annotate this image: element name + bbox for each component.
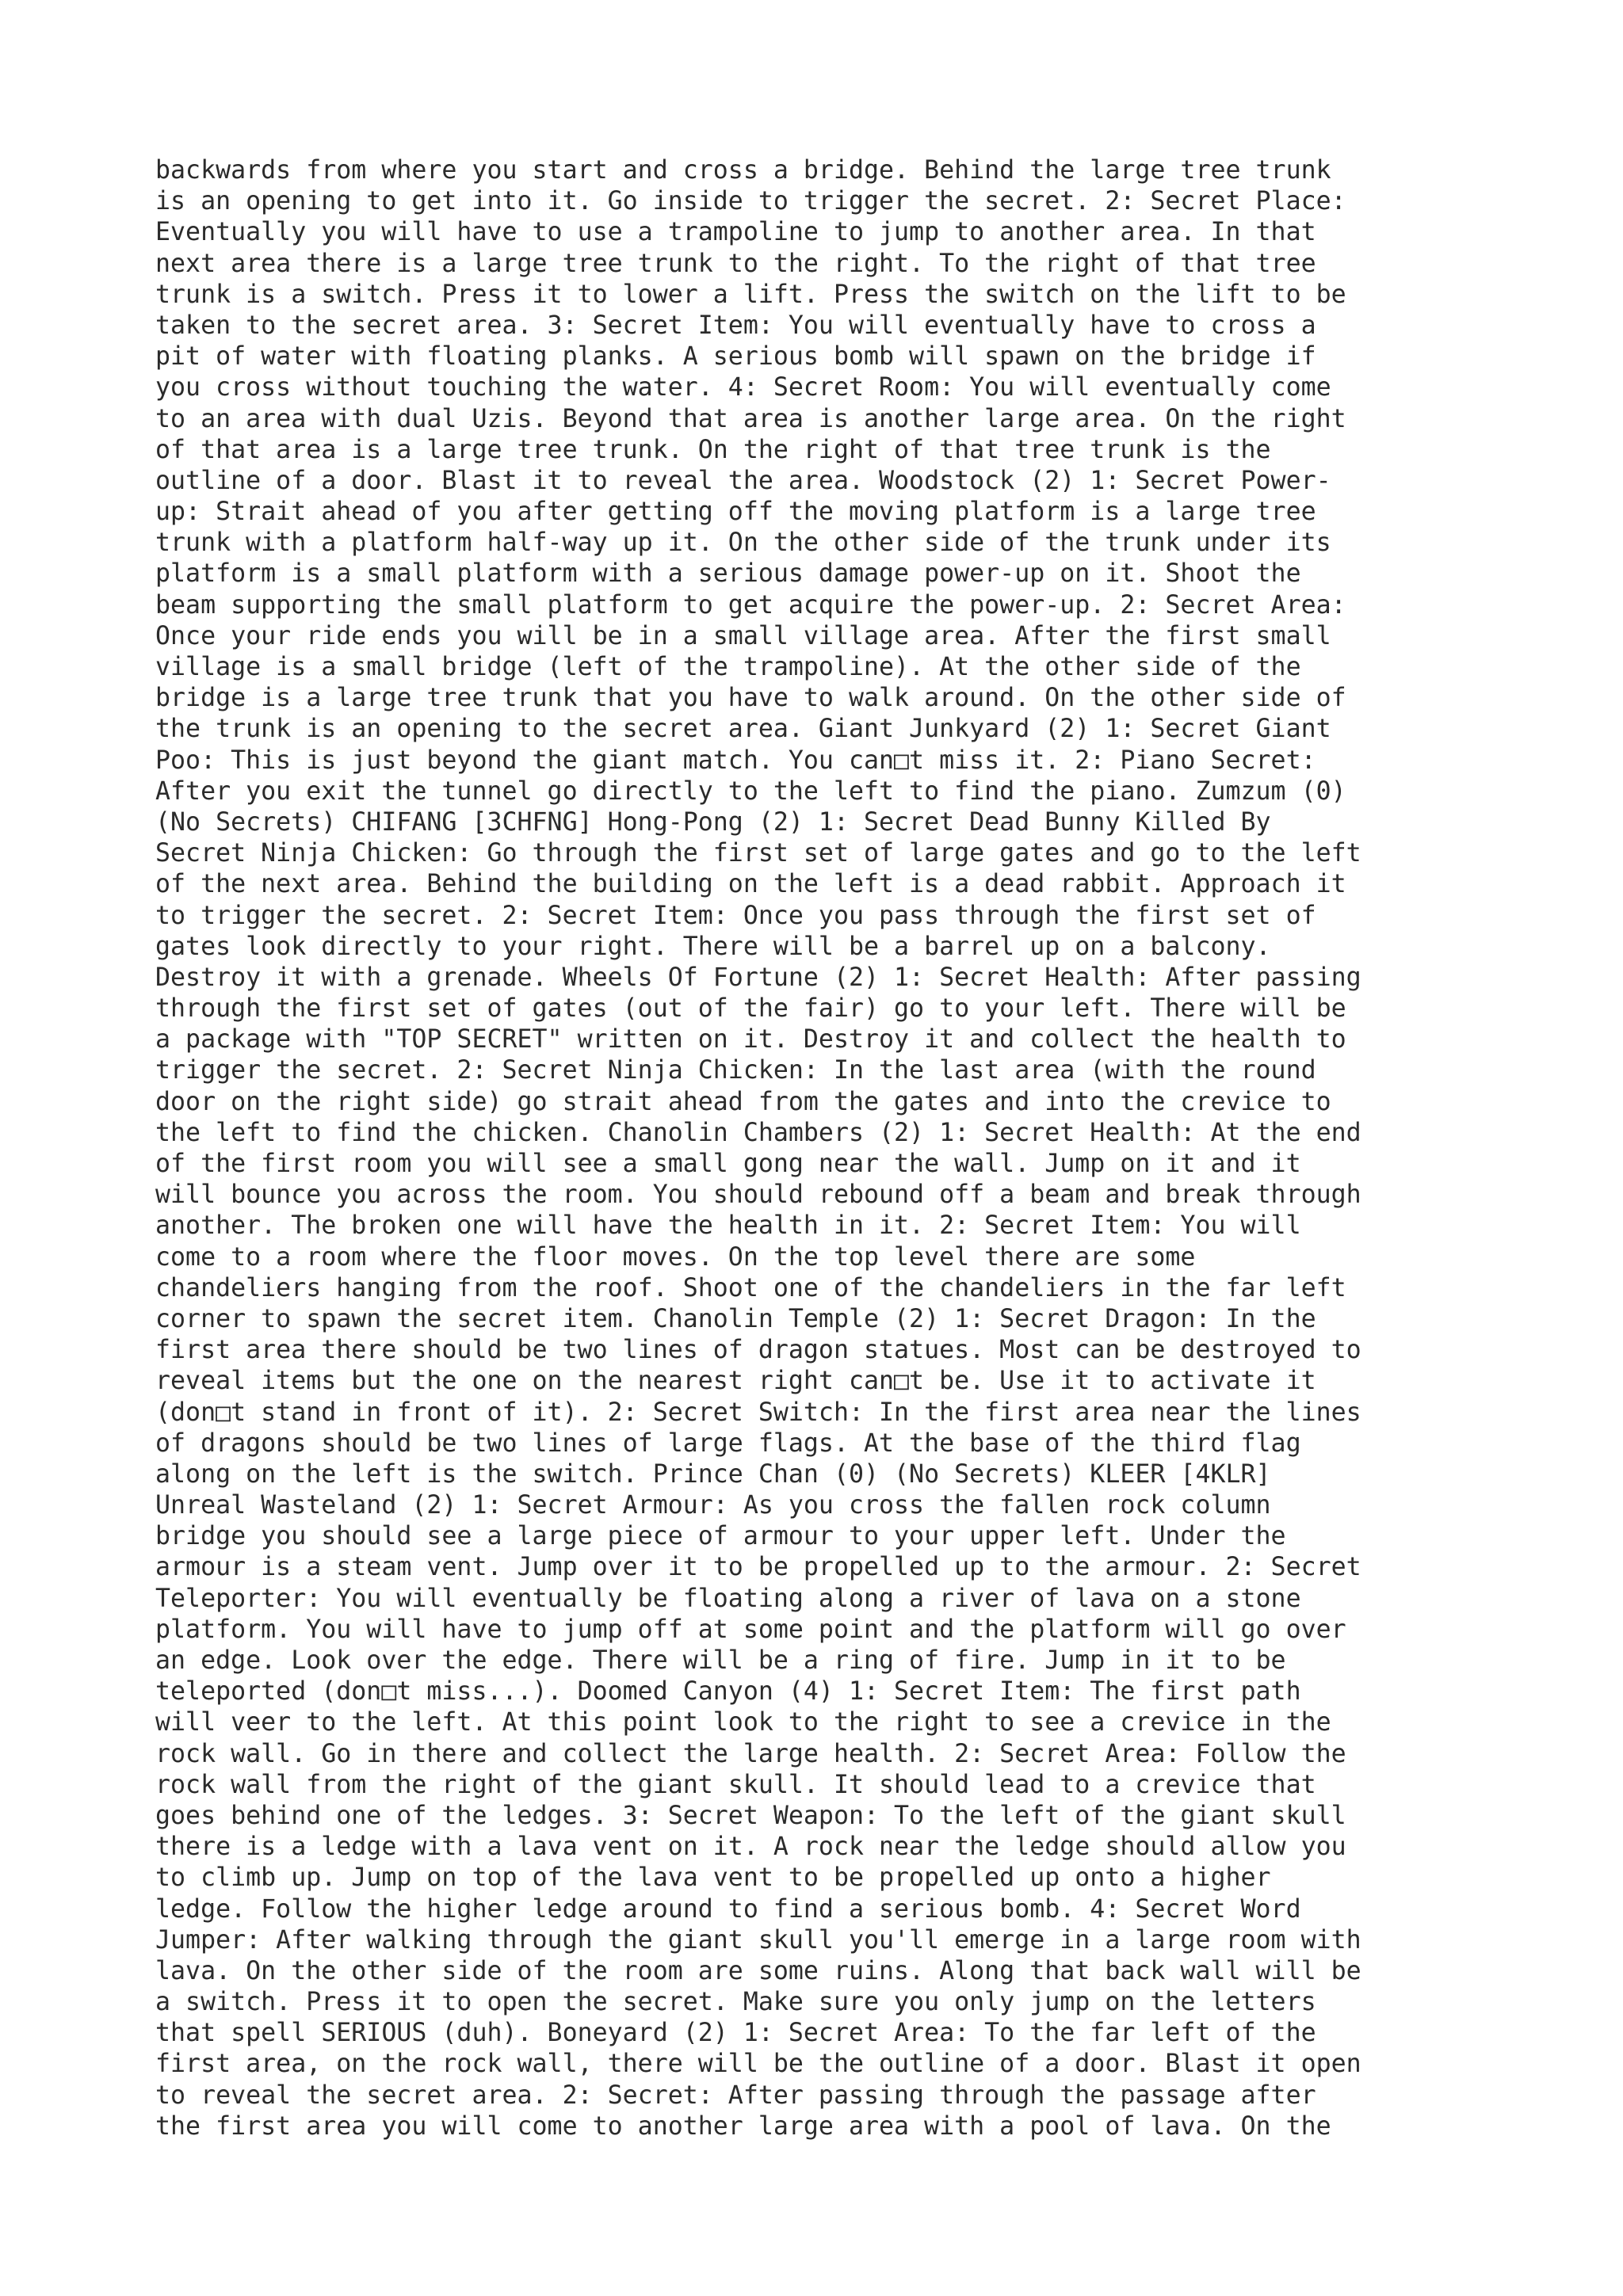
text-line: Once your ride ends you will be in a small village area. After the first small (155, 621, 1331, 650)
text-line: trigger the secret. 2: Secret Ninja Chicken: In the last area (with the round (155, 1056, 1316, 1085)
text-line: of dragons should be two lines of large flags. At the base of the third flag (155, 1428, 1301, 1458)
text-line: will bounce you across the room. You should rebound off a beam and break through (155, 1180, 1361, 1210)
text-line: a switch. Press it to open the secret. Make sure you only jump on the letters (155, 1988, 1316, 2017)
text-line: to trigger the secret. 2: Secret Item: Once you pass through the first set of (155, 901, 1316, 930)
text-line: (don□t stand in front of it). 2: Secret Switch: In the first area near the lines (155, 1398, 1361, 1427)
text-line: beam supporting the small platform to get acquire the power-up. 2: Secret Area: (155, 590, 1346, 620)
text-line: village is a small bridge (left of the trampoline). At the other side of the (155, 653, 1301, 681)
text-line: Unreal Wasteland (2) 1: Secret Armour: As you cross the fallen rock column (155, 1491, 1271, 1520)
text-line: Eventually you will have to use a trampoline to jump to another area. In that (155, 218, 1316, 247)
text-line: Destroy it with a grenade. Wheels Of Fortune (2) 1: Secret Health: After passing (155, 963, 1361, 992)
text-line: After you exit the tunnel go directly to the left to find the piano. Zumzum (0) (155, 776, 1346, 806)
text-line: will veer to the left. At this point look to the right to see a crevice in the (155, 1708, 1331, 1737)
text-line: along on the left is the switch. Prince Chan (0) (No Secrets) KLEER [4KLR] (155, 1459, 1271, 1489)
text-line: goes behind one of the ledges. 3: Secret Weapon: To the left of the giant skull (155, 1801, 1346, 1830)
text-line: is an opening to get into it. Go inside to trigger the secret. 2: Secret Place: (155, 187, 1346, 216)
text-line: the trunk is an opening to the secret area. Giant Junkyard (2) 1: Secret Giant (155, 715, 1331, 744)
text-line: reveal items but the one on the nearest right can□t be. Use it to activate it (155, 1367, 1316, 1396)
text-line: door on the right side) go strait ahead from the gates and into the crevice to (155, 1087, 1331, 1116)
text-line: outline of a door. Blast it to reveal the area. Woodstock (2) 1: Secret Power- (155, 466, 1331, 495)
text-line: there is a ledge with a lava vent on it. A rock near the ledge should allow you (155, 1833, 1346, 1862)
text-line: a package with "TOP SECRET" written on it. Destroy it and collect the health to (155, 1025, 1346, 1055)
text-line: Poo: This is just beyond the giant match. You can□t miss it. 2: Piano Secret: (155, 746, 1316, 775)
text-line: trunk with a platform half-way up it. On the other side of the trunk under its (155, 528, 1331, 558)
body-text (155, 155, 1487, 2142)
text-line: chandeliers hanging from the roof. Shoot one of the chandeliers in the far left (155, 1273, 1346, 1302)
text-line: the first area you will come to another large area with a pool of lava. On the (155, 2111, 1331, 2141)
text-line: corner to spawn the secret item. Chanolin Temple (2) 1: Secret Dragon: In the (155, 1304, 1316, 1333)
text-line: rock wall from the right of the giant skull. It should lead to a crevice that (155, 1770, 1316, 1799)
text-line: trunk is a switch. Press it to lower a lift. Press the switch on the lift to be (155, 280, 1346, 309)
text-line: gates look directly to your right. There will be a barrel up on a balcony. (155, 932, 1271, 961)
text-line: to an area with dual Uzis. Beyond that area is another large area. On the right (155, 404, 1346, 433)
text-line: another. The broken one will have the health in it. 2: Secret Item: You will (155, 1211, 1301, 1241)
text-line: lava. On the other side of the room are some ruins. Along that back wall will be (155, 1956, 1361, 1985)
text-line: up: Strait ahead of you after getting off the moving platform is a large tree (155, 498, 1316, 527)
text-line: rock wall. Go in there and collect the large health. 2: Secret Area: Follow the (155, 1739, 1346, 1768)
text-line: first area there should be two lines of dragon statues. Most can be destroyed to (155, 1336, 1361, 1365)
text-line: you cross without touching the water. 4: Secret Room: You will eventually come (155, 373, 1331, 402)
text-line: pit of water with floating planks. A serious bomb will spawn on the bridge if (155, 342, 1316, 372)
text-line: the left to find the chicken. Chanolin Chambers (2) 1: Secret Health: At the end (155, 1118, 1361, 1147)
text-line: to climb up. Jump on top of the lava vent to be propelled up onto a higher (155, 1863, 1271, 1893)
text-line: taken to the secret area. 3: Secret Item: You will eventually have to cross a (155, 311, 1316, 340)
text-line: (No Secrets) CHIFANG [3CHFNG] Hong-Pong (2) 1: Secret Dead Bunny Killed By (155, 807, 1271, 837)
text-line: armour is a steam vent. Jump over it to be propelled up to the armour. 2: Secret (155, 1553, 1361, 1582)
text-line: Teleporter: You will eventually be floating along a river of lava on a stone (155, 1584, 1301, 1613)
text-line: of that area is a large tree trunk. On the right of that tree trunk is the (155, 435, 1271, 464)
text-line: backwards from where you start and cross a bridge. Behind the large tree trunk (155, 156, 1331, 185)
text-line: to reveal the secret area. 2: Secret: After passing through the passage after (155, 2081, 1316, 2110)
text-line: first area, on the rock wall, there will be the outline of a door. Blast it open (155, 2050, 1361, 2079)
text-line: platform. You will have to jump off at some point and the platform will go over (155, 1615, 1346, 1644)
text-line: platform is a small platform with a serious damage power-up on it. Shoot the (155, 559, 1301, 589)
text-line: through the first set of gates (out of the fair) go to your left. There will be (155, 994, 1346, 1024)
text-line: Jumper: After walking through the giant skull you'll emerge in a large room with (155, 1925, 1361, 1955)
text-line: come to a room where the floor moves. On the top level there are some (155, 1242, 1196, 1272)
text-line: ledge. Follow the higher ledge around to find a serious bomb. 4: Secret Word (155, 1894, 1301, 1924)
text-line: that spell SERIOUS (duh). Boneyard (2) 1: Secret Area: To the far left of the (155, 2019, 1316, 2048)
text-line: of the first room you will see a small gong near the wall. Jump on it and it (155, 1150, 1301, 1178)
text-line: teleported (don□t miss...). Doomed Canyon (4) 1: Secret Item: The first path (155, 1677, 1301, 1707)
text-line: next area there is a large tree trunk to the right. To the right of that tree (155, 249, 1316, 278)
text-line: an edge. Look over the edge. There will be a ring of fire. Jump in it to be (155, 1646, 1286, 1675)
text-line: Secret Ninja Chicken: Go through the first set of large gates and go to the left (155, 839, 1361, 868)
text-line: bridge is a large tree trunk that you have to walk around. On the other side of (155, 684, 1346, 713)
text-line: of the next area. Behind the building on the left is a dead rabbit. Approach it (155, 870, 1346, 899)
text-line: bridge you should see a large piece of armour to your upper left. Under the (155, 1522, 1286, 1551)
